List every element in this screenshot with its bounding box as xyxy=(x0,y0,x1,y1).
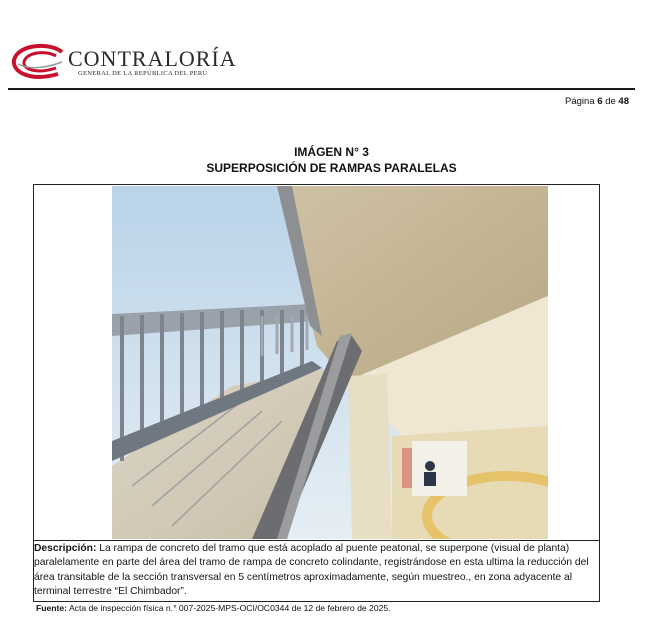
figure-title: SUPERPOSICIÓN DE RAMPAS PARALELAS xyxy=(206,161,457,175)
brand-name: CONTRALORÍA xyxy=(68,46,237,71)
figure-number: IMÁGEN N° 3 xyxy=(294,145,369,159)
contraloria-swoosh-icon xyxy=(10,42,70,84)
page-number: Página 6 de 48 xyxy=(565,96,629,107)
description-label: Descripción: xyxy=(34,543,97,554)
description-text: La rampa de concreto del tramo que está acoplado al puente peatonal, se superpone (visual de planta) paralelamente en parte del área del tramo de rampa de concreto colindante, registrándose en esta ultima la reducción del área transitable de la sección transversal en 5 centímetros aproximadamente, según muestreo., en zona adyacente al terminal terrestre “El Chimbador”. xyxy=(34,543,589,598)
source-text: Acta de inspección física n.° 007-2025-MPS-OCI/OC0344 de 12 de febrero de 2025. xyxy=(67,603,391,613)
header-rule xyxy=(8,88,635,90)
brand-subtitle: GENERAL DE LA REPÚBLICA DEL PERÚ xyxy=(78,70,208,77)
figure-source xyxy=(36,603,391,613)
contraloria-logo xyxy=(10,42,237,84)
source-label: Fuente: xyxy=(36,603,68,613)
description-rule xyxy=(33,540,600,541)
figure-description xyxy=(34,542,596,600)
ramp-photo xyxy=(112,186,548,539)
